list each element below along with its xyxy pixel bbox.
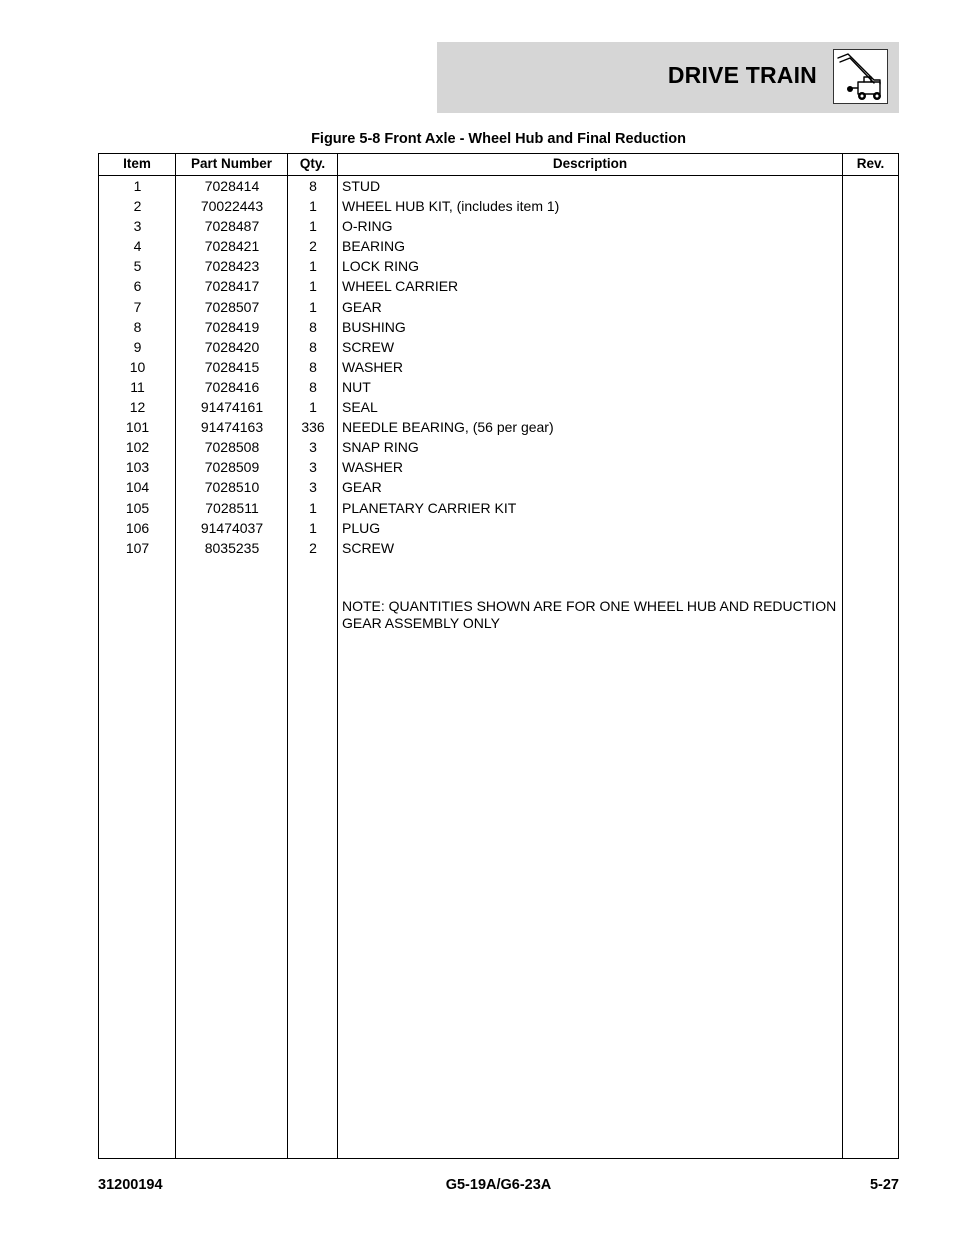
quantity: 8 (309, 178, 317, 194)
item-number: 1 (133, 178, 142, 194)
column-header-description: Description (552, 156, 628, 171)
table-body (99, 176, 898, 558)
description: WASHER (342, 358, 403, 375)
item-number: 102 (125, 439, 150, 456)
quantity: 1 (309, 298, 317, 315)
description: O-RING (342, 218, 393, 235)
description: GEAR (342, 298, 382, 315)
part-number: 7028415 (204, 358, 260, 375)
part-number: 7028417 (204, 278, 260, 295)
quantity: 3 (309, 439, 317, 456)
table-row (99, 377, 898, 397)
quantity: 1 (309, 198, 317, 215)
table-row (99, 518, 898, 538)
quantity: 1 (309, 218, 317, 235)
description: GEAR (342, 479, 382, 496)
item-number: 6 (133, 278, 142, 295)
quantity: 1 (309, 499, 317, 516)
quantity: 8 (309, 338, 317, 355)
item-number: 105 (125, 499, 150, 516)
footer-model: G5-19A/G6-23A (445, 1177, 552, 1193)
table-row (99, 256, 898, 276)
quantity: 1 (309, 258, 317, 275)
table-row (99, 216, 898, 236)
quantity: 8 (309, 318, 317, 335)
footer-doc-number: 31200194 (98, 1177, 163, 1193)
part-number: 7028487 (204, 218, 260, 235)
quantity: 1 (309, 278, 317, 295)
part-number: 7028419 (204, 318, 260, 335)
table-row (99, 196, 898, 216)
part-number: 91474161 (200, 399, 264, 416)
description: BUSHING (342, 318, 406, 335)
description: NUT (342, 378, 371, 395)
item-number: 12 (129, 399, 146, 416)
table-row (99, 337, 898, 357)
part-number: 7028511 (205, 499, 259, 516)
quantity: 1 (309, 399, 317, 416)
part-number: 7028507 (204, 298, 260, 315)
item-number: 106 (125, 519, 150, 536)
table-row (99, 538, 898, 558)
quantity: 8 (309, 378, 317, 395)
item-number: 107 (125, 539, 150, 556)
figure-title: Figure 5-8 Front Axle - Wheel Hub and Final Reduction (311, 131, 686, 147)
part-number: 7028420 (204, 338, 260, 355)
part-number: 70022443 (200, 198, 264, 215)
description: SNAP RING (342, 439, 419, 456)
description: PLANETARY CARRIER KIT (342, 499, 517, 516)
table-row (99, 477, 898, 497)
part-number: 7028421 (204, 238, 260, 255)
quantity: 3 (309, 479, 317, 496)
table-row (99, 437, 898, 457)
item-number: 5 (133, 258, 142, 275)
item-number: 7 (133, 298, 142, 315)
description: WASHER (342, 459, 403, 476)
table-row (99, 357, 898, 377)
column-header-part-number: Part Number (190, 156, 273, 171)
table-row (99, 276, 898, 296)
table-row (99, 317, 898, 337)
item-number: 103 (125, 459, 150, 476)
table-row (99, 176, 898, 196)
description: NEEDLE BEARING, (56 per gear) (342, 419, 554, 436)
table-note: NOTE: QUANTITIES SHOWN ARE FOR ONE WHEEL HUB AND REDUCTION GEAR ASSEMBLY ONLY (342, 598, 837, 631)
column-header-rev: Rev. (856, 156, 885, 171)
description: SCREW (342, 539, 395, 556)
part-number: 91474037 (200, 519, 264, 536)
footer-page-number: 5-27 (869, 1177, 899, 1193)
table-row (99, 297, 898, 317)
column-header-item: Item (123, 156, 151, 171)
item-number: 9 (133, 338, 142, 355)
table-row (99, 397, 898, 417)
part-number: 7028414 (204, 178, 260, 194)
item-number: 101 (125, 419, 150, 436)
quantity: 2 (309, 238, 317, 255)
table-row (99, 498, 898, 518)
part-number: 7028416 (204, 378, 260, 395)
quantity: 1 (309, 519, 317, 536)
machine-icon (833, 49, 888, 104)
item-number: 2 (133, 198, 142, 215)
description: SEAL (342, 399, 378, 416)
section-header (437, 42, 899, 113)
table-row (99, 457, 898, 477)
item-number: 104 (125, 479, 150, 496)
part-number: 7028423 (204, 258, 260, 275)
item-number: 3 (133, 218, 142, 235)
quantity: 2 (309, 539, 317, 556)
table-row (99, 236, 898, 256)
part-number: 7028508 (204, 439, 260, 456)
item-number: 4 (133, 238, 142, 255)
item-number: 8 (133, 318, 142, 335)
description: SCREW (342, 338, 395, 355)
item-number: 11 (130, 378, 145, 395)
item-number: 10 (129, 358, 146, 375)
quantity: 336 (301, 419, 325, 436)
table-row (99, 417, 898, 437)
part-number: 8035235 (204, 539, 260, 556)
quantity: 3 (309, 459, 317, 476)
part-number: 7028510 (204, 479, 260, 496)
description: STUD (342, 178, 381, 194)
description: BEARING (342, 238, 406, 255)
section-title: DRIVE TRAIN (667, 62, 817, 88)
column-header-qty: Qty. (299, 156, 326, 171)
parts-table (98, 153, 899, 1159)
part-number: 7028509 (204, 459, 260, 476)
part-number: 91474163 (200, 419, 264, 436)
description: PLUG (342, 519, 381, 536)
description: LOCK RING (342, 258, 420, 275)
description: WHEEL CARRIER (342, 278, 459, 295)
quantity: 8 (309, 358, 317, 375)
description: WHEEL HUB KIT, (includes item 1) (342, 198, 560, 215)
